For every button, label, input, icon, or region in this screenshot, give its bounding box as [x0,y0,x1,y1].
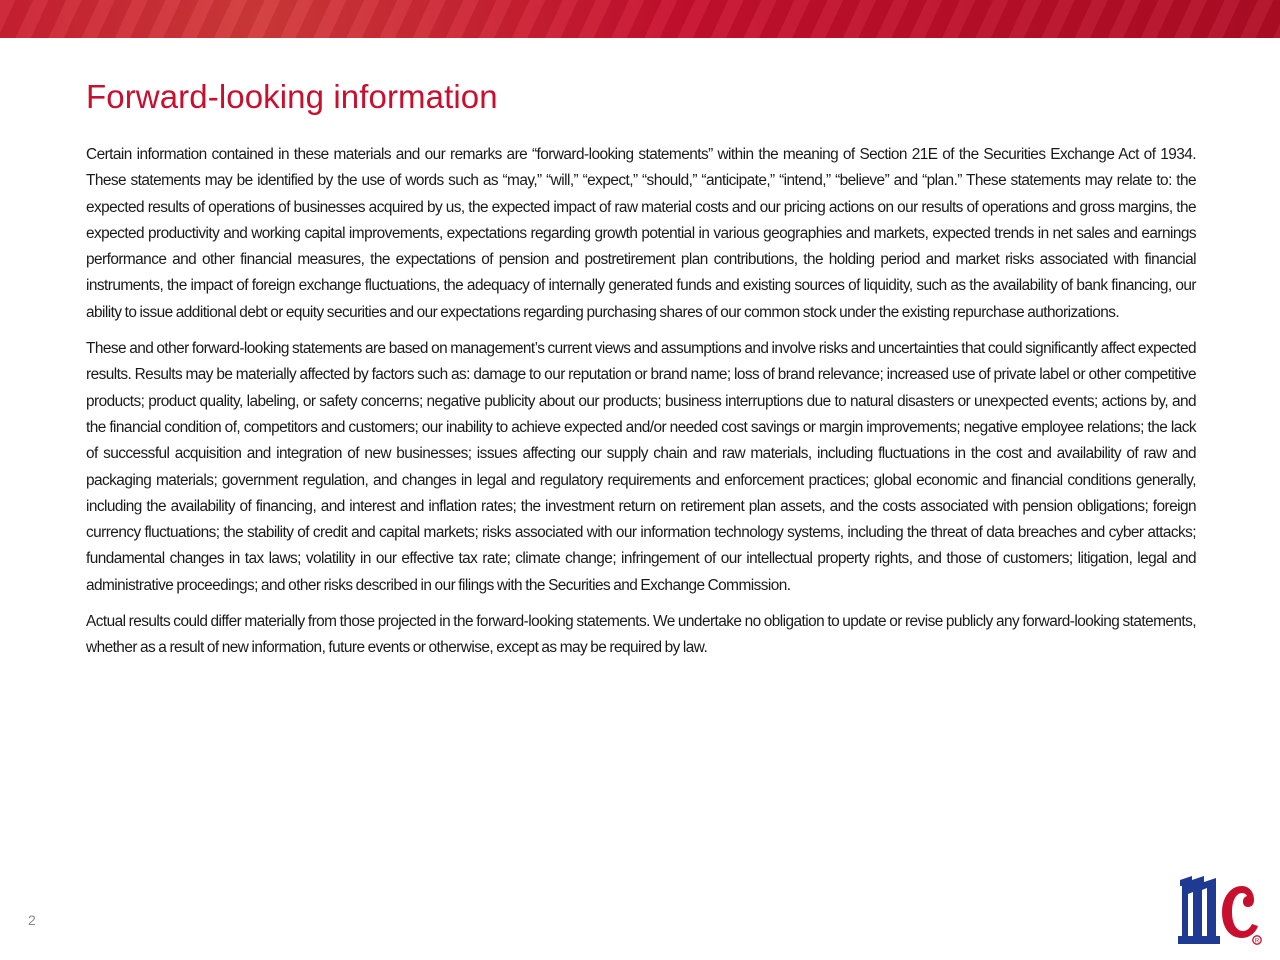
paragraph-risk-factors: These and other forward-looking statements are based on management’s current views and assumptions and involve risks and uncertainties that could significantly affect expected results. Results may be materially affected by factors such as: damage to our reputation or brand name; loss of brand relevance; increased use of private label or other competitive products; product quality, labeling, or safety concerns; negative publicity about our products; business interruptions due to natural disasters or unexpected events; actions by, and the financial condition of, competitors and customers; our inability to achieve expected and/or needed cost savings or margin improvements; negative employee relations; the lack of successful acquisition and integration of new businesses; issues affecting our supply chain and raw materials, including fluctuations in the cost and availability of raw and packaging materials; government regulation, and changes in legal and regulatory requirements and enforcement practices; global economic and financial conditions generally, including the availability of financing, and interest and inflation rates; the investment return on retirement plan assets, and the costs associated with pension obligations; foreign currency fluctuations; the stability of credit and capital markets; risks associated with our information technology systems, including the threat of data breaches and cyber attacks; fundamental changes in tax laws; volatility in our effective tax rate; climate change; infringement of our intellectual property rights, and those of customers; litigation, legal and administrative proceedings; and other risks described in our filings with the Securities and Exchange Commission. [86,340,1196,594]
slide-title: Forward-looking information [86,78,498,115]
page-number: 2 [28,912,36,928]
paragraph-forward-looking-definition: Certain information contained in these materials and our remarks are “forward-looking statements” within the meaning of Section 21E of the Securities Exchange Act of 1934. These statements may be identified by the use of words such as “may,” “will,” “expect,” “should,” “anticipate,” “intend,” “believe” and “plan.” These statements may relate to: the expected results of operations of businesses acquired by us, the expected impact of raw material costs and our pricing actions on our results of operations and gross margins, the expected productivity and working capital improvements, expectations regarding growth potential in various geographies and markets, expected trends in net sales and earnings performance and other financial measures, the expectations of pension and postretirement plan contributions, the holding period and market risks associated with financial instruments, the impact of foreign exchange fluctuations, the adequacy of internally generated funds and existing sources of liquidity, such as the availability of bank financing, our ability to issue additional debt or equity securities and our expectations regarding purchasing shares of our common stock under the existing repurchase authorizations. [86,146,1196,321]
slide-body [86,142,1196,672]
paragraph-actual-results: Actual results could differ materially from those projected in the forward-looking statements. We undertake no obligation to update or revise publicly any forward-looking statements, whether as a result of new information, future events or otherwise, except as may be required by law. [86,613,1196,657]
svg-text:R: R [1254,938,1260,945]
top-banner [0,0,1280,38]
mccormick-logo-icon [1178,872,1264,948]
